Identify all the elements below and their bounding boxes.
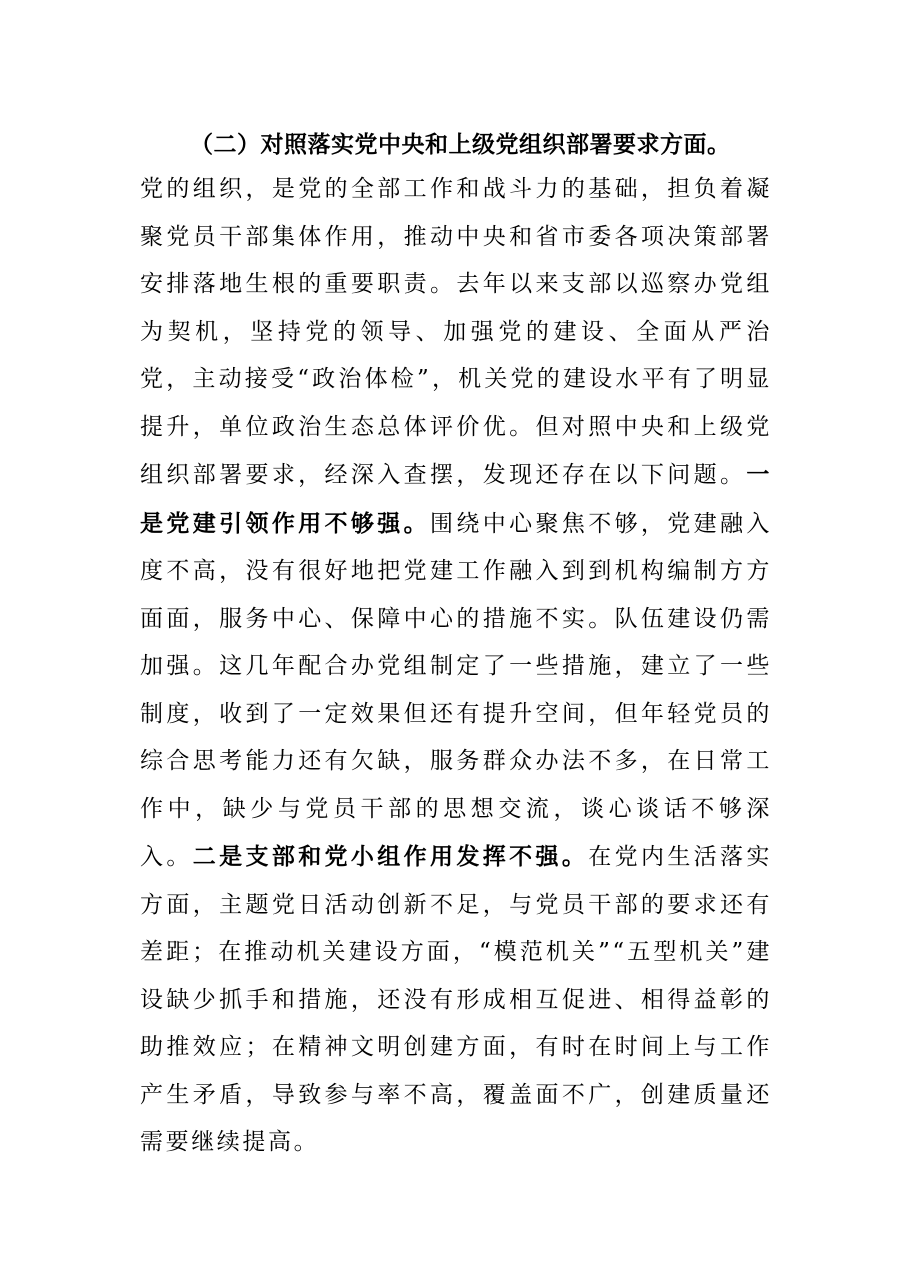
problem-two-detail: 在党内生活落实方面，主题党日活动创新不足，与党员干部的要求还有差距；在推动机关建设方面，“模范机关”“五型机关”建设缺少抓手和措施，还没有形成相互促进、相得益彰的助推效应；在精神文明创建方面，有时在时间上与工作产生矛盾，导致参与率不高，覆盖面不广，创建质量还需要继续提高。 <box>140 844 773 1155</box>
body-paragraph <box>140 166 772 1167</box>
problem-one-title: 一是党建引领作用不够强。 <box>140 461 772 537</box>
problem-one-detail: 围绕中心聚焦不够，党建融入度不高，没有很好地把党建工作融入到到机构编制方方面面，服务中心、保障中心的措施不实。队伍建设仍需加强。这几年配合办党组制定了一些措施，建立了一些制度，收到了一定效果但还有提升空间，但年轻党员的综合思考能力还有欠缺，服务群众办法不多，在日常工作中，缺少与党员干部的思想交流，谈心谈话不够深入。 <box>140 510 772 870</box>
section-heading: （二）对照落实党中央和上级党组织部署要求方面。 <box>190 131 731 158</box>
paragraph-segment-intro: 党的组织，是党的全部工作和战斗力的基础，担负着凝聚党员干部集体作用，推动中央和省市委各项决策部署安排落地生根的重要职责。去年以来支部以巡察办党组为契机，坚持党的领导、加强党的建设、全面从严治党，主动接受“政治体检”，机关党的建设水平有了明显提升，单位政治生态总体评价优。但对照中央和上级党组织部署要求，经深入查摆，发现还存在以下问题。 <box>140 176 772 488</box>
problem-two-title: 二是支部和党小组作用发挥不强。 <box>192 843 589 870</box>
